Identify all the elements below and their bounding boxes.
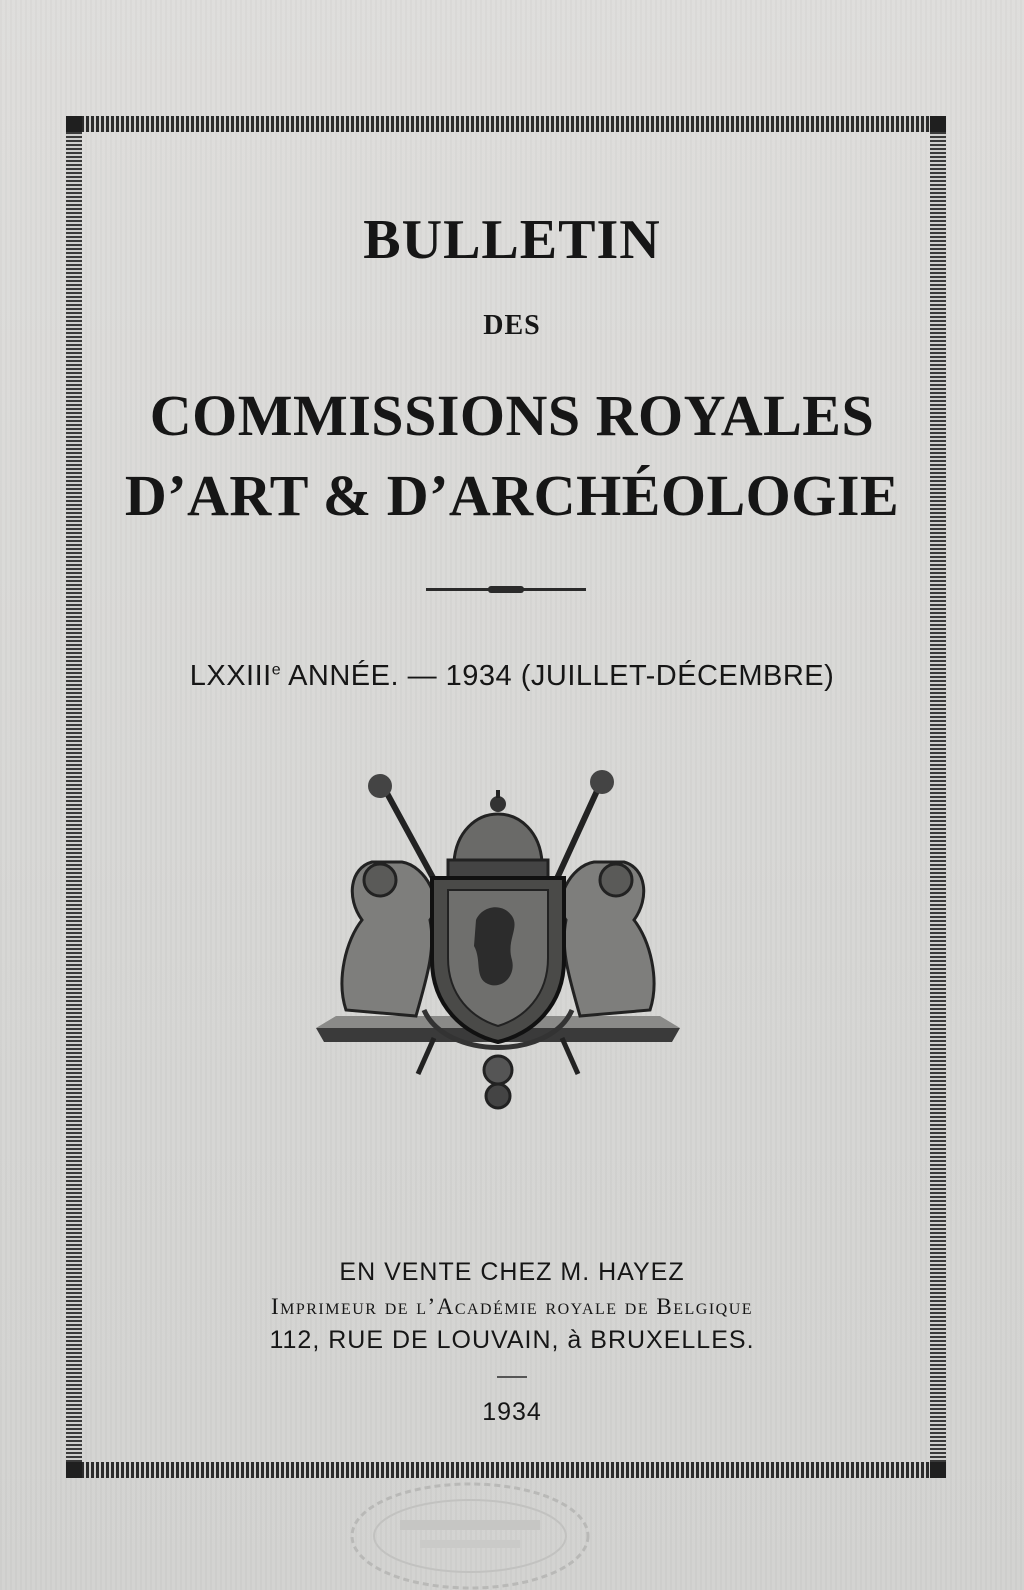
edition-line	[0, 660, 1024, 693]
edition-volume: LXXIII	[189, 660, 272, 692]
title-des: DES	[483, 310, 541, 341]
border-top	[66, 116, 946, 132]
title-art-archeologie: D’ART & D’ARCHÉOLOGIE	[124, 463, 900, 528]
edition-date: ANNÉE. — 1934 (JUILLET-DÉCEMBRE)	[281, 660, 835, 692]
border-corner	[930, 116, 946, 132]
title-bulletin: BULLETIN	[363, 209, 661, 271]
title-commissions: COMMISSIONS ROYALES	[149, 383, 875, 448]
ornament-divider	[426, 588, 586, 591]
border-corner	[930, 1462, 946, 1478]
border-corner	[66, 1462, 82, 1478]
belgian-coat-of-arms-icon	[306, 770, 690, 1118]
imprint-vente: EN VENTE CHEZ M. HAYEZ	[339, 1258, 685, 1286]
imprint-imprimeur: Imprimeur de l’Académie royale de Belgique	[270, 1294, 754, 1319]
library-stamp	[330, 1470, 610, 1590]
imprint-year: 1934	[482, 1398, 542, 1426]
border-corner	[66, 116, 82, 132]
small-divider	[497, 1376, 527, 1378]
edition-volume-suffix: e	[271, 661, 282, 679]
imprint-address: 112, RUE DE LOUVAIN, à BRUXELLES.	[269, 1326, 755, 1354]
